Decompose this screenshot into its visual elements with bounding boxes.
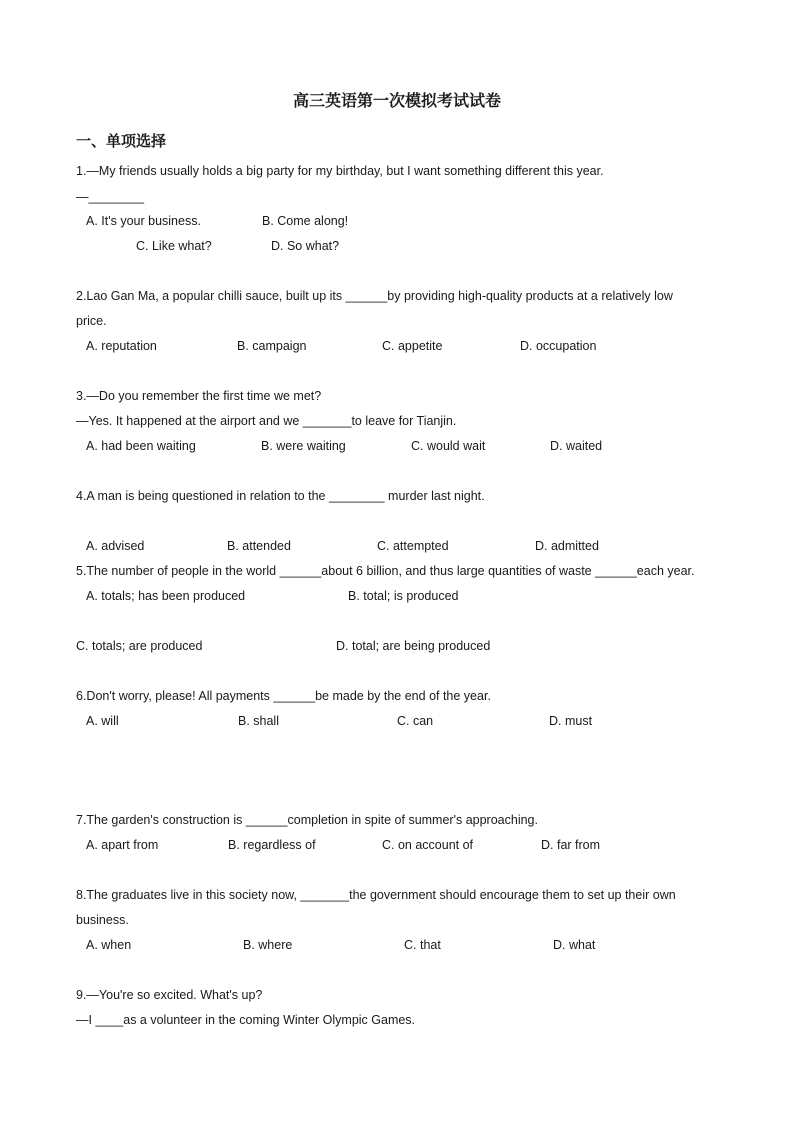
q1-option-c: C. Like what? (136, 239, 212, 253)
q9-stem-line1: 9.—You're so excited. What's up? (76, 988, 263, 1002)
q6-stem: 6.Don't worry, please! All payments ______be made by the end of the year. (76, 689, 491, 703)
q7-option-a: A. apart from (86, 838, 159, 852)
q3-stem-line2: —Yes. It happened at the airport and we _______to leave for Tianjin. (76, 414, 457, 428)
q1-option-a: A. It's your business. (86, 214, 201, 228)
q2-stem-line2: price. (76, 314, 107, 328)
q5-option-a: A. totals; has been produced (86, 589, 246, 603)
q1-option-b: B. Come along! (262, 214, 349, 228)
q6-option-a: A. will (86, 714, 119, 728)
q8-stem-line2: business. (76, 913, 129, 927)
q8-option-a: A. when (86, 938, 132, 952)
q2-option-c: C. appetite (382, 339, 443, 353)
q8-option-d: D. what (553, 938, 596, 952)
section-heading: 一、单项选择 (76, 132, 167, 150)
q1-reply: —________ (76, 190, 145, 204)
q4-option-a: A. advised (86, 539, 145, 553)
q6-option-d: D. must (549, 714, 593, 728)
q7-stem: 7.The garden's construction is ______completion in spite of summer's approaching. (76, 813, 538, 827)
q1-option-d: D. So what? (271, 239, 340, 253)
q6-option-c: C. can (397, 714, 434, 728)
q8-stem-line1: 8.The graduates live in this society now, _______the government should encourage them to set up their own (76, 888, 676, 902)
q3-option-c: C. would wait (411, 439, 486, 453)
q4-option-b: B. attended (227, 539, 291, 553)
q2-option-d: D. occupation (520, 339, 597, 353)
q9-stem-line2: —I ____as a volunteer in the coming Winter Olympic Games. (76, 1013, 416, 1027)
q2-option-a: A. reputation (86, 339, 157, 353)
q3-stem-line1: 3.—Do you remember the first time we met? (76, 389, 322, 403)
q5-option-b: B. total; is produced (348, 589, 459, 603)
q3-option-d: D. waited (550, 439, 603, 453)
q5-option-c: C. totals; are produced (76, 639, 203, 653)
q4-option-d: D. admitted (535, 539, 599, 553)
q5-option-d: D. total; are being produced (336, 639, 491, 653)
q7-option-d: D. far from (541, 838, 601, 852)
q8-option-b: B. where (243, 938, 293, 952)
q7-option-c: C. on account of (382, 838, 474, 852)
q7-option-b: B. regardless of (228, 838, 316, 852)
page-title: 高三英语第一次模拟考试试卷 (292, 91, 501, 110)
q1-stem: 1.—My friends usually holds a big party for my birthday, but I want something different this year. (76, 164, 604, 178)
q2-stem-line1: 2.Lao Gan Ma, a popular chilli sauce, built up its ______by providing high-quality products at a relatively low (76, 289, 673, 303)
q4-stem: 4.A man is being questioned in relation to the ________ murder last night. (76, 489, 485, 503)
q3-option-b: B. were waiting (261, 439, 346, 453)
q6-option-b: B. shall (238, 714, 279, 728)
q4-option-c: C. attempted (377, 539, 449, 553)
q5-stem: 5.The number of people in the world ______about 6 billion, and thus large quantities of waste ______each year. (76, 564, 695, 578)
q2-option-b: B. campaign (237, 339, 307, 353)
q8-option-c: C. that (404, 938, 441, 952)
q3-option-a: A. had been waiting (86, 439, 196, 453)
